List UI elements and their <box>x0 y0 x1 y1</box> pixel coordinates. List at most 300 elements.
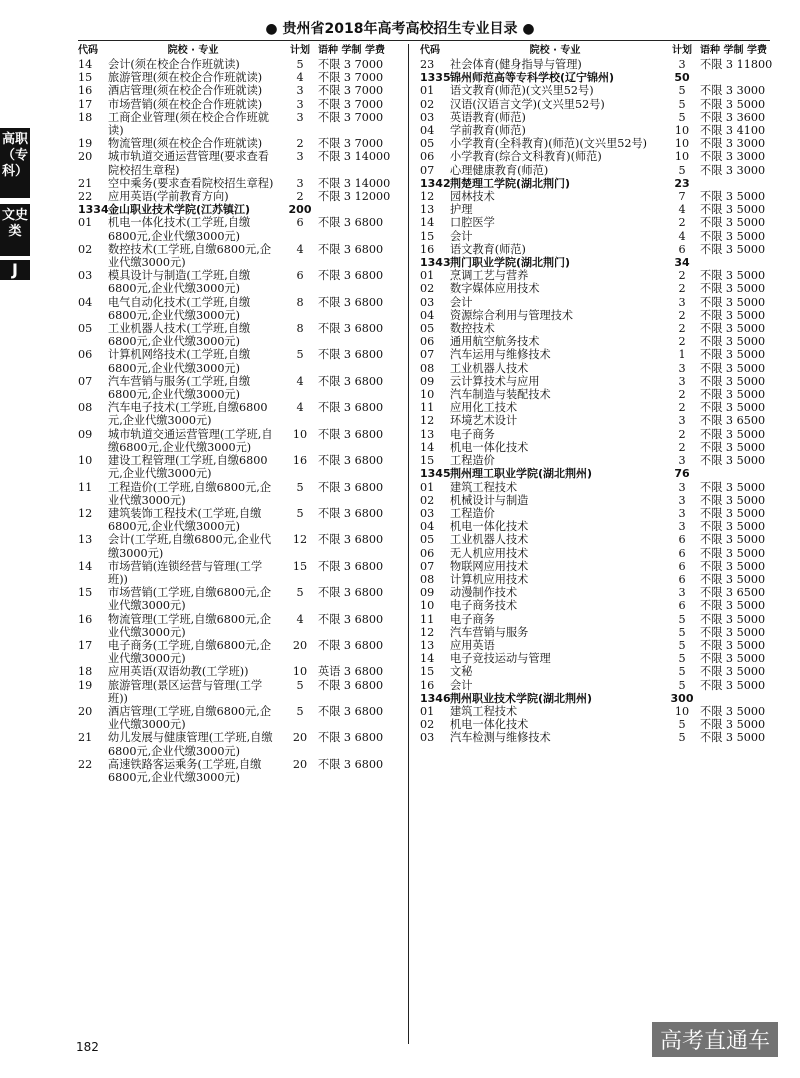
row-code: 03 <box>420 110 435 124</box>
row-code: 03 <box>78 269 93 283</box>
row-name: 口腔医学 <box>450 216 495 230</box>
row-plan: 3 <box>678 58 686 71</box>
row-code: 11 <box>78 480 93 494</box>
row-name: 工业机器人技术(工学班,自缴6800元,企业代缴3000元) <box>108 322 251 349</box>
row-code: 05 <box>420 322 435 336</box>
right-column <box>420 44 773 745</box>
row-name: 园林技术 <box>450 190 495 204</box>
row-name: 汉语(汉语言文学)(文兴里52号) <box>450 97 605 111</box>
table-row <box>420 164 770 177</box>
row-name: 空中乘务(要求查看院校招生章程) <box>108 176 274 190</box>
row-plan: 2 <box>296 190 304 204</box>
row-plan: 6 <box>678 242 686 256</box>
row-meta: 不限 3 6800 <box>318 586 384 600</box>
table-row <box>78 639 388 665</box>
table-row <box>78 560 388 586</box>
row-meta: 不限 3 11800 <box>700 58 773 71</box>
row-code: 19 <box>78 678 93 692</box>
row-code: 09 <box>78 427 93 441</box>
row-code: 09 <box>420 586 435 600</box>
row-plan: 2 <box>678 440 686 454</box>
row-meta: 不限 3 7000 <box>318 110 384 124</box>
row-name: 金山职业技术学院(江苏镇江) <box>108 203 251 217</box>
table-row <box>78 679 388 705</box>
row-plan: 5 <box>678 678 686 692</box>
row-meta: 不限 3 6800 <box>318 322 384 336</box>
table-row <box>78 533 388 559</box>
row-code: 02 <box>78 242 93 256</box>
row-name: 机械设计与制造 <box>450 493 529 507</box>
row-name: 酒店管理(工学班,自缴6800元,企业代缴3000元) <box>108 704 272 732</box>
row-name: 市场营销(连锁经营与管理(工学班)) <box>108 559 263 586</box>
column-divider <box>408 44 409 1044</box>
row-code: 15 <box>420 229 435 243</box>
table-header <box>78 44 388 58</box>
table-row <box>420 111 770 124</box>
table-row <box>420 269 770 282</box>
table-row <box>78 150 391 177</box>
row-meta: 不限 3 6800 <box>318 295 384 309</box>
row-code: 14 <box>420 652 435 666</box>
row-name: 学前教育(师范) <box>450 124 526 138</box>
row-plan: 20 <box>292 757 308 771</box>
row-name: 工业机器人技术 <box>450 361 529 375</box>
row-plan: 10 <box>292 427 308 441</box>
table-row <box>420 362 770 375</box>
row-code: 08 <box>420 361 435 375</box>
row-code: 06 <box>78 348 93 362</box>
row-name: 工程造价 <box>450 454 495 468</box>
table-row <box>78 481 388 507</box>
row-meta: 不限 3 5000 <box>700 401 766 415</box>
row-code: 1342 <box>420 176 451 190</box>
table-row <box>420 216 770 229</box>
table-row <box>78 428 388 454</box>
table-row <box>78 375 388 401</box>
row-plan: 4 <box>296 401 304 415</box>
row-code: 15 <box>78 586 93 600</box>
school-row <box>420 71 770 84</box>
row-code: 08 <box>78 401 93 415</box>
row-plan: 6 <box>296 269 304 283</box>
table-row <box>420 282 770 295</box>
row-name: 旅游管理(景区运营与管理(工学班)) <box>108 678 263 705</box>
table-row <box>78 137 388 150</box>
row-plan: 50 <box>674 71 690 85</box>
row-name: 建设工程管理(工学班,自缴6800元,企业代缴3000元) <box>108 454 268 481</box>
row-code: 1334 <box>78 203 109 217</box>
row-plan: 20 <box>292 731 308 745</box>
row-meta: 不限 3 5000 <box>700 625 766 639</box>
row-name: 市场营销(须在校企合作班就读) <box>108 97 263 111</box>
row-name: 英语教育(师范) <box>450 110 526 124</box>
row-plan: 4 <box>678 229 686 243</box>
row-code: 21 <box>78 731 93 745</box>
table-row <box>420 190 770 203</box>
row-plan: 3 <box>678 454 686 468</box>
row-plan: 16 <box>292 454 308 468</box>
header-plan: 计划 <box>290 45 310 56</box>
table-row <box>78 296 388 322</box>
row-name: 物联网应用技术 <box>450 559 529 573</box>
row-name: 会计 <box>450 295 473 309</box>
row-plan: 6 <box>678 546 686 560</box>
table-row <box>78 243 388 269</box>
row-meta: 不限 3 6800 <box>318 480 384 494</box>
row-meta: 英语 3 6800 <box>318 665 384 679</box>
row-name: 电子商务 <box>450 427 495 441</box>
row-plan: 300 <box>670 691 694 705</box>
left-column <box>78 44 391 784</box>
row-meta: 不限 3 7000 <box>318 137 384 151</box>
table-row <box>420 481 770 494</box>
row-plan: 6 <box>678 599 686 613</box>
row-meta: 不限 3 6800 <box>318 348 384 362</box>
table-row <box>420 586 770 599</box>
row-plan: 2 <box>678 282 686 296</box>
row-name: 应用化工技术 <box>450 401 518 415</box>
row-plan: 23 <box>674 176 690 190</box>
row-meta: 不限 3 14000 <box>318 176 391 190</box>
row-plan: 5 <box>678 97 686 111</box>
row-meta: 不限 3 5000 <box>700 427 766 441</box>
table-row <box>420 58 773 71</box>
table-row <box>78 216 388 242</box>
table-row <box>78 71 388 84</box>
row-code: 11 <box>420 612 435 626</box>
row-code: 19 <box>78 137 93 151</box>
row-name: 汽车制造与装配技术 <box>450 388 551 402</box>
row-name: 汽车检测与维修技术 <box>450 731 551 745</box>
row-meta: 不限 3 3600 <box>700 110 766 124</box>
row-code: 05 <box>420 533 435 547</box>
row-meta: 不限 3 6800 <box>318 374 384 388</box>
school-row <box>420 467 770 480</box>
row-code: 05 <box>78 322 93 336</box>
row-code: 17 <box>78 638 93 652</box>
page-header: ● 贵州省2018年高考高校招生专业目录 ● <box>265 21 535 37</box>
row-meta: 不限 3 12000 <box>318 190 391 204</box>
row-plan: 10 <box>674 150 690 164</box>
row-plan: 2 <box>678 388 686 402</box>
row-plan: 3 <box>296 176 304 190</box>
header-code: 代码 <box>78 45 98 56</box>
table-row <box>420 520 770 533</box>
row-code: 04 <box>420 520 435 534</box>
table-row <box>420 124 770 137</box>
table-row <box>420 613 770 626</box>
table-row <box>78 731 388 757</box>
table-row <box>420 296 770 309</box>
row-code: 20 <box>78 150 93 164</box>
row-meta: 不限 3 5000 <box>700 322 766 336</box>
row-name: 环境艺术设计 <box>450 414 518 428</box>
row-name: 机电一体化技术 <box>450 718 529 732</box>
row-code: 16 <box>78 84 93 98</box>
row-meta: 不限 3 6800 <box>318 216 384 230</box>
row-name: 小学教育(综合文科教育)(师范) <box>450 150 602 164</box>
row-code: 13 <box>78 533 93 547</box>
school-row <box>420 692 770 705</box>
row-plan: 12 <box>292 533 308 547</box>
row-code: 20 <box>78 704 93 718</box>
row-code: 21 <box>78 176 93 190</box>
table-row <box>78 322 388 348</box>
row-meta: 不限 3 6800 <box>318 731 384 745</box>
table-row <box>420 573 770 586</box>
row-code: 16 <box>420 242 435 256</box>
row-name: 工程造价 <box>450 506 495 520</box>
row-name: 资源综合利用与管理技术 <box>450 308 574 322</box>
row-meta: 不限 3 5000 <box>700 704 766 718</box>
table-row <box>420 414 770 427</box>
row-code: 01 <box>78 216 93 230</box>
row-name: 工商企业管理(须在校企合作班就读) <box>108 110 269 138</box>
row-name: 机电一体化技术 <box>450 520 529 534</box>
row-plan: 6 <box>678 559 686 573</box>
row-name: 锦州师范高等专科学校(辽宁锦州) <box>450 71 615 85</box>
row-code: 01 <box>420 704 435 718</box>
table-row <box>420 652 770 665</box>
table-row <box>420 639 770 652</box>
row-code: 12 <box>420 625 435 639</box>
row-name: 工业机器人技术 <box>450 533 529 547</box>
row-plan: 4 <box>678 203 686 217</box>
row-meta: 不限 3 7000 <box>318 97 384 111</box>
table-row <box>420 375 770 388</box>
row-meta: 不限 3 5000 <box>700 361 766 375</box>
row-plan: 3 <box>678 374 686 388</box>
row-plan: 4 <box>296 242 304 256</box>
header-rule <box>78 40 770 41</box>
row-name: 数控技术(工学班,自缴6800元,企业代缴3000元) <box>108 242 272 270</box>
row-meta: 不限 3 5000 <box>700 559 766 573</box>
table-row <box>78 111 388 137</box>
row-code: 22 <box>78 190 93 204</box>
row-code: 18 <box>78 665 93 679</box>
row-plan: 5 <box>296 678 304 692</box>
row-plan: 3 <box>296 84 304 98</box>
row-plan: 2 <box>296 137 304 151</box>
row-plan: 10 <box>292 665 308 679</box>
row-name: 旅游管理(须在校企合作班就读) <box>108 71 263 85</box>
row-name: 电子商务(工学班,自缴6800元,企业代缴3000元) <box>108 638 272 666</box>
row-plan: 10 <box>674 137 690 151</box>
row-meta: 不限 3 6800 <box>318 638 384 652</box>
row-plan: 2 <box>678 216 686 230</box>
table-row <box>420 203 770 216</box>
row-meta: 不限 3 6800 <box>318 427 384 441</box>
row-name: 工程造价(工学班,自缴6800元,企业代缴3000元) <box>108 480 272 507</box>
row-code: 14 <box>78 58 93 71</box>
row-code: 23 <box>420 58 435 71</box>
table-row <box>420 494 770 507</box>
row-plan: 4 <box>296 374 304 388</box>
row-meta: 不限 3 7000 <box>318 84 384 98</box>
row-meta: 不限 3 5000 <box>700 282 766 296</box>
row-plan: 3 <box>678 414 686 428</box>
row-meta: 不限 3 6800 <box>318 242 384 256</box>
table-row <box>78 507 388 533</box>
row-meta: 不限 3 5000 <box>700 638 766 652</box>
row-meta: 不限 3 6800 <box>318 454 384 468</box>
row-plan: 5 <box>678 652 686 666</box>
row-code: 01 <box>420 84 435 98</box>
row-name: 心理健康教育(师范) <box>450 163 549 177</box>
row-name: 模具设计与制造(工学班,自缴6800元,企业代缴3000元) <box>108 269 251 296</box>
row-meta: 不限 3 5000 <box>700 612 766 626</box>
row-meta: 不限 3 5000 <box>700 97 766 111</box>
row-name: 汽车营销与服务 <box>450 625 529 639</box>
row-plan: 3 <box>296 150 304 164</box>
school-row <box>420 177 770 190</box>
row-name: 高速铁路客运乘务(工学班,自缴6800元,企业代缴3000元) <box>108 757 262 784</box>
row-meta: 不限 3 5000 <box>700 269 766 283</box>
table-row <box>78 665 388 678</box>
table-row <box>420 547 770 560</box>
row-name: 建筑工程技术 <box>450 704 518 718</box>
row-name: 建筑工程技术 <box>450 480 518 494</box>
row-code: 03 <box>420 731 435 745</box>
row-meta: 不限 3 5000 <box>700 652 766 666</box>
table-row <box>420 454 770 467</box>
header-name: 院校 · 专业 <box>529 45 581 56</box>
table-row <box>78 613 388 639</box>
row-plan: 3 <box>678 480 686 494</box>
row-code: 13 <box>420 203 435 217</box>
row-code: 01 <box>420 480 435 494</box>
row-plan: 5 <box>678 718 686 732</box>
row-name: 计算机应用技术 <box>450 572 529 586</box>
row-plan: 5 <box>678 665 686 679</box>
table-row <box>420 507 770 520</box>
row-plan: 2 <box>678 335 686 349</box>
row-meta: 不限 3 7000 <box>318 58 384 71</box>
table-row <box>420 533 770 546</box>
row-meta: 不限 3 5000 <box>700 203 766 217</box>
row-plan: 6 <box>678 572 686 586</box>
row-meta: 不限 3 6500 <box>700 586 766 600</box>
row-meta: 不限 3 5000 <box>700 308 766 322</box>
row-meta: 不限 3 6800 <box>318 506 384 520</box>
row-code: 03 <box>420 295 435 309</box>
table-row <box>420 599 770 612</box>
row-meta: 不限 3 4100 <box>700 124 766 138</box>
row-code: 17 <box>78 97 93 111</box>
header-meta: 语种 学制 学费 <box>318 45 385 56</box>
row-code: 14 <box>78 559 93 573</box>
row-plan: 200 <box>288 203 312 217</box>
row-code: 13 <box>420 427 435 441</box>
row-code: 1335 <box>420 71 451 85</box>
row-meta: 不限 3 3000 <box>700 137 766 151</box>
table-row <box>420 441 770 454</box>
row-plan: 5 <box>678 612 686 626</box>
row-name: 数字媒体应用技术 <box>450 282 540 296</box>
row-meta: 不限 3 6800 <box>318 401 384 415</box>
row-plan: 2 <box>678 308 686 322</box>
row-meta: 不限 3 5000 <box>700 229 766 243</box>
table-row <box>420 401 770 414</box>
row-meta: 不限 3 5000 <box>700 480 766 494</box>
row-code: 15 <box>420 665 435 679</box>
row-plan: 8 <box>296 322 304 336</box>
row-code: 1346 <box>420 691 451 705</box>
row-meta: 不限 3 14000 <box>318 150 391 164</box>
table-header <box>420 44 770 58</box>
row-name: 小学教育(全科教育)(师范)(文兴里52号) <box>450 137 648 151</box>
row-code: 14 <box>420 216 435 230</box>
row-name: 应用英语(双语幼教(工学班)) <box>108 665 249 679</box>
row-name: 机电一体化技术 <box>450 440 529 454</box>
row-name: 机电一体化技术(工学班,自缴6800元,企业代缴3000元) <box>108 216 251 243</box>
row-name: 会计(须在校企合作班就读) <box>108 58 240 71</box>
row-meta: 不限 3 3000 <box>700 84 766 98</box>
row-code: 15 <box>78 71 93 85</box>
row-name: 物流管理(工学班,自缴6800元,企业代缴3000元) <box>108 612 272 639</box>
watermark: 高考直通车 <box>652 1022 778 1057</box>
row-plan: 6 <box>296 216 304 230</box>
row-name: 云计算技术与应用 <box>450 374 540 388</box>
row-meta: 不限 3 7000 <box>318 71 384 85</box>
row-meta: 不限 3 5000 <box>700 572 766 586</box>
row-code: 05 <box>420 137 435 151</box>
row-code: 1343 <box>420 256 451 270</box>
row-meta: 不限 3 5000 <box>700 388 766 402</box>
row-meta: 不限 3 5000 <box>700 295 766 309</box>
row-name: 荆楚理工学院(湖北荆门) <box>450 176 571 190</box>
table-row <box>420 84 770 97</box>
row-code: 06 <box>420 150 435 164</box>
header-plan: 计划 <box>672 45 692 56</box>
row-meta: 不限 3 5000 <box>700 335 766 349</box>
row-code: 11 <box>420 401 435 415</box>
header-meta: 语种 学制 学费 <box>700 45 767 56</box>
row-plan: 5 <box>678 84 686 98</box>
school-row <box>78 203 388 216</box>
table-row <box>78 58 388 71</box>
row-plan: 2 <box>678 269 686 283</box>
row-meta: 不限 3 3000 <box>700 163 766 177</box>
row-meta: 不限 3 6500 <box>700 414 766 428</box>
row-meta: 不限 3 5000 <box>700 520 766 534</box>
table-row <box>420 718 770 731</box>
row-name: 动漫制作技术 <box>450 586 518 600</box>
row-plan: 4 <box>296 612 304 626</box>
row-code: 07 <box>420 348 435 362</box>
row-name: 数控技术 <box>450 322 495 336</box>
row-code: 12 <box>420 190 435 204</box>
table-row <box>78 190 391 204</box>
row-meta: 不限 3 5000 <box>700 216 766 230</box>
row-meta: 不限 3 5000 <box>700 599 766 613</box>
row-plan: 10 <box>674 704 690 718</box>
row-code: 06 <box>420 335 435 349</box>
row-code: 10 <box>420 388 435 402</box>
row-code: 04 <box>78 295 93 309</box>
row-name: 计算机网络技术(工学班,自缴6800元,企业代缴3000元) <box>108 348 251 375</box>
table-row <box>420 335 770 348</box>
row-name: 应用英语 <box>450 638 495 652</box>
table-row <box>420 98 770 111</box>
row-name: 会计 <box>450 229 473 243</box>
side-tab-letter: J <box>0 260 30 280</box>
row-code: 04 <box>420 124 435 138</box>
row-code: 08 <box>420 572 435 586</box>
row-name: 电子商务 <box>450 612 495 626</box>
row-meta: 不限 3 6800 <box>318 757 384 771</box>
row-plan: 5 <box>296 348 304 362</box>
